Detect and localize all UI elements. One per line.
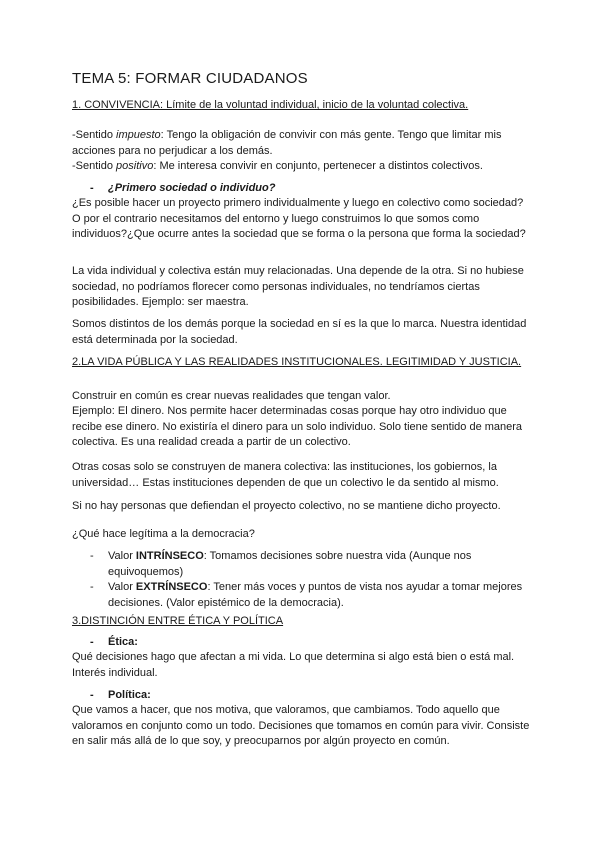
paragraph-etica: Qué decisiones hago que afectan a mi vida. Lo que determina si algo está bien o está mal. Interés individual. xyxy=(72,651,515,679)
paragraph-ejemplo-dinero: Ejemplo: El dinero. Nos permite hacer determinadas cosas porque hay otro individuo que recibe ese dinero. No existiría el dinero para un solo individuo. Solo tiene sentido de manera colectiva. Es una realidad creada a partir de un colectivo. xyxy=(72,405,523,448)
paragraph-si-no-hay: Si no hay personas que defiendan el proyecto colectivo, no se mantiene dicho proyecto. xyxy=(72,500,501,512)
paragraph-question-society: ¿Es posible hacer un proyecto primero individualmente y luego en colectivo como sociedad? O por el contrario necesitamos del entorno y luego construimos lo que somos como individuos?¿Que ocurre antes la sociedad que se forma o la persona que forma la sociedad? xyxy=(72,197,526,240)
section-2-heading: 2.LA VIDA PÚBLICA Y LAS REALIDADES INSTITUCIONALES. LEGITIMIDAD Y JUSTICIA. xyxy=(72,356,522,368)
paragraph-somos-distintos: Somos distintos de los demás porque la sociedad en sí es la que lo marca. Nuestra identidad está determinada por la sociedad. xyxy=(72,318,527,346)
section-1-heading: 1. CONVIVENCIA: Límite de la voluntad individual, inicio de la voluntad colectiva. xyxy=(72,99,469,111)
paragraph-vida-individual: La vida individual y colectiva están muy relacionadas. Una depende de la otra. Si no hubiese sociedad, no podríamos florecer como personas individuales, no tendríamos ciertas posibilidades. Ejemplo: ser maestra. xyxy=(72,265,524,308)
paragraph-sentido-impuesto: -Sentido impuesto: Tengo la obligación de convivir con más gente. Tengo que limitar mis acciones para no perjudicar a los demás. xyxy=(72,129,502,157)
question-democracia: ¿Qué hace legítima a la democracia? xyxy=(72,528,255,540)
paragraph-construir-comun: Construir en común es crear nuevas realidades que tengan valor. xyxy=(72,390,391,402)
paragraph-otras-cosas: Otras cosas solo se construyen de manera colectiva: las instituciones, los gobiernos, la universidad… Estas instituciones dependen de que un colectivo le da sentido al mismo. xyxy=(72,461,499,489)
paragraph-sentido-positivo: -Sentido positivo: Me interesa convivir en conjunto, pertenecer a distintos colectivos. xyxy=(72,160,483,172)
section-3-heading: 3.DISTINCIÓN ENTRE ÉTICA Y POLÍTICA xyxy=(72,615,284,627)
paragraph-politica: Que vamos a hacer, que nos motiva, que valoramos, que cambiamos. Todo aquello que valoramos en conjunto como un todo. Decisiones que tomamos en común para vivir. Consiste en salir más allá de lo que soy, y preocuparnos por algún proyecto en común. xyxy=(72,704,530,747)
page-title: TEMA 5: FORMAR CIUDADANOS xyxy=(72,70,308,87)
